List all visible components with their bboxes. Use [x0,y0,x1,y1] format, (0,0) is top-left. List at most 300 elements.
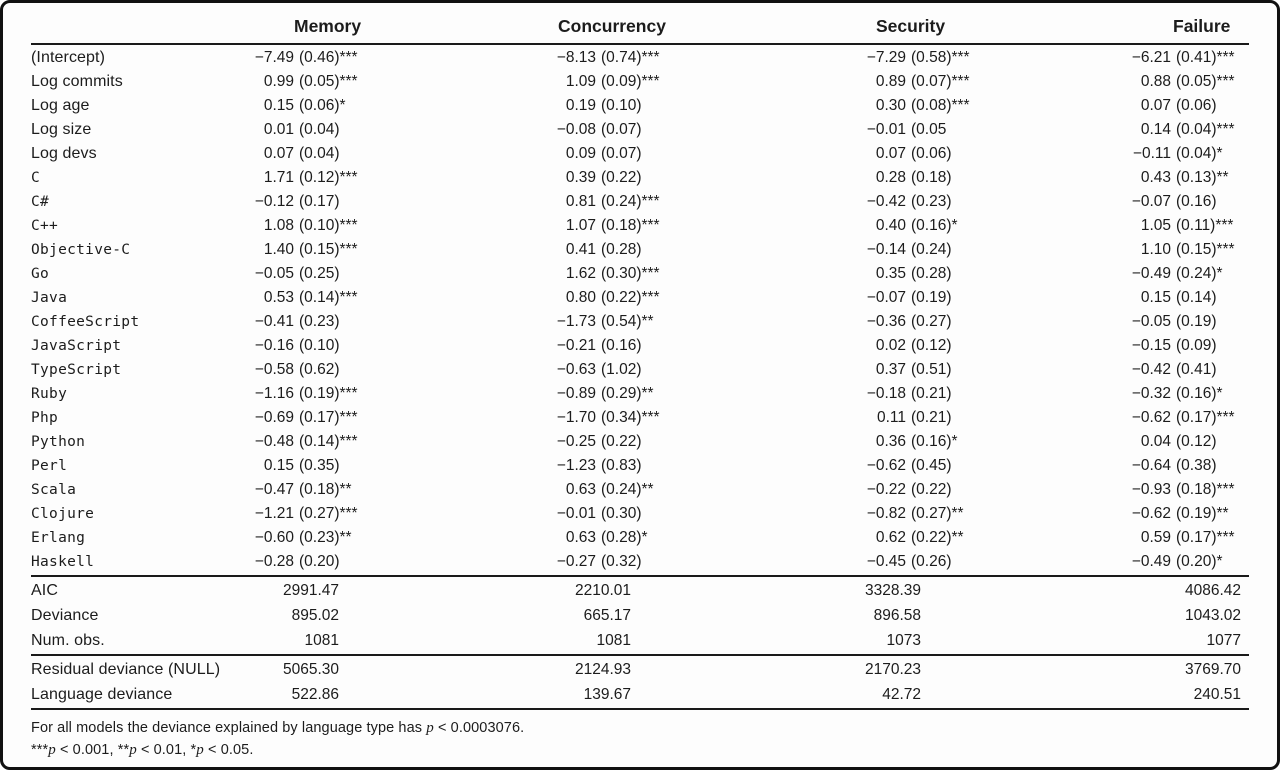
stderr-and-significance: (0.54)** [601,313,654,330]
stderr-and-significance: (0.16) [601,337,642,354]
row-label: C# [31,194,50,210]
value-cell [496,94,786,118]
value-cell [496,682,786,707]
coefficient-value: 0.15 [263,457,294,474]
table-row [31,358,1249,382]
value-cell [1056,550,1249,574]
header-rule [31,43,1249,45]
deviance-rule [31,654,1249,656]
coefficient-value: −0.62 [1131,505,1171,522]
value-cell [1056,70,1249,94]
stderr-and-significance: (0.06)* [299,97,346,114]
coefficient-value: −0.21 [556,337,596,354]
coefficient-value: 240.51 [1193,686,1241,703]
coefficient-value: −1.23 [556,457,596,474]
value-cell [786,358,1056,382]
coefficient-value: −0.01 [866,121,906,138]
row-label: Residual deviance (NULL) [31,661,221,678]
table-row [31,657,1249,682]
coefficient-value: 1043.02 [1184,607,1241,624]
value-cell [496,334,786,358]
value-cell [786,310,1056,334]
stderr-and-significance: (0.17)*** [1176,409,1235,426]
coefficient-value: 0.63 [565,481,596,498]
value-cell [1056,238,1249,262]
row-label: Log commits [31,73,123,90]
stderr-and-significance: (0.07) [601,145,642,162]
coefficient-value: −0.22 [866,481,906,498]
coefficient-value: 42.72 [882,686,921,703]
coefficient-value: 0.80 [565,289,596,306]
value-cell [244,118,496,142]
coefficient-value: 4086.42 [1184,582,1241,599]
coefficient-value: 0.40 [875,217,906,234]
value-cell [786,478,1056,502]
stderr-and-significance: (0.20)* [1176,553,1223,570]
stderr-and-significance: (0.29)** [601,385,654,402]
stderr-and-significance: (0.05 [911,121,947,138]
value-cell [786,262,1056,286]
coefficient-value: −6.21 [1131,49,1171,66]
stderr-and-significance: (0.05)*** [1176,73,1235,90]
row-label: Log devs [31,145,97,162]
value-cell [1056,358,1249,382]
value-cell [786,214,1056,238]
row-label: (Intercept) [31,49,106,66]
value-cell [786,502,1056,526]
stderr-and-significance: (0.17)*** [299,409,358,426]
column-header-failure: Failure [1173,16,1231,36]
value-cell [1056,430,1249,454]
coefficient-value: −7.49 [254,49,294,66]
coefficient-value: 0.14 [1140,121,1171,138]
value-cell [244,238,496,262]
value-cell [244,334,496,358]
table-row [31,118,1249,142]
coefficient-value: −0.82 [866,505,906,522]
coefficient-value: 1.10 [1140,241,1171,258]
row-label: Haskell [31,554,95,570]
coefficient-value: 1.71 [263,169,294,186]
value-cell [244,166,496,190]
coefficient-value: 3769.70 [1184,661,1241,678]
value-cell [496,262,786,286]
coefficient-value: 0.53 [263,289,294,306]
stderr-and-significance: (0.18) [911,169,952,186]
stderr-and-significance: (0.15)*** [299,241,358,258]
coefficient-value: 0.88 [1140,73,1171,90]
coefficient-value: −0.25 [556,433,596,450]
stderr-and-significance: (0.34)*** [601,409,660,426]
coefficient-value: 1073 [886,632,921,649]
stderr-and-significance: (0.09) [1176,337,1217,354]
value-cell [1056,190,1249,214]
value-cell [496,190,786,214]
stderr-and-significance: (0.15)*** [1176,241,1235,258]
row-label: AIC [31,582,58,599]
value-cell [1056,94,1249,118]
value-cell [496,578,786,603]
value-cell [496,550,786,574]
value-cell [786,382,1056,406]
coefficient-value: −0.01 [556,505,596,522]
stderr-and-significance: (0.22) [601,169,642,186]
coefficient-value: 3328.39 [864,582,921,599]
value-cell [1056,382,1249,406]
coefficient-value: −0.05 [1131,313,1171,330]
value-cell [496,46,786,70]
stderr-and-significance: (0.20) [299,553,340,570]
coefficient-value: 0.01 [263,121,294,138]
coefficient-value: −7.29 [866,49,906,66]
table-row [31,628,1249,653]
footnotes [31,711,1249,761]
coefficient-value: −0.12 [254,193,294,210]
table-row [31,262,1249,286]
stderr-and-significance: (0.22)*** [601,289,660,306]
stderr-and-significance: (0.14)*** [299,433,358,450]
row-label: Php [31,410,59,426]
value-cell [244,406,496,430]
coefficient-value: −0.64 [1131,457,1171,474]
value-cell [1056,578,1249,603]
value-cell [786,430,1056,454]
coefficient-value: −0.47 [254,481,294,498]
stderr-and-significance: (0.35) [299,457,340,474]
stderr-and-significance: (0.13)** [1176,169,1229,186]
stderr-and-significance: (0.27)** [911,505,964,522]
stderr-and-significance: (0.10) [299,337,340,354]
value-cell [786,118,1056,142]
stderr-and-significance: (1.02) [601,361,642,378]
stderr-and-significance: (0.46)*** [299,49,358,66]
stderr-and-significance: (0.09)*** [601,73,660,90]
value-cell [244,682,496,707]
value-cell [786,142,1056,166]
footnote-rule [31,708,1249,710]
coefficient-value: 0.15 [1140,289,1171,306]
stderr-and-significance: (0.26) [911,553,952,570]
table-row [31,550,1249,574]
stderr-and-significance: (0.06) [911,145,952,162]
stderr-and-significance: (0.24)** [601,481,654,498]
stderr-and-significance: (0.16)* [1176,385,1223,402]
value-cell [244,310,496,334]
stderr-and-significance: (0.17) [299,193,340,210]
value-cell [244,657,496,682]
value-cell [244,382,496,406]
row-label: Log age [31,97,90,114]
value-cell [1056,142,1249,166]
coefficient-value: 0.15 [263,97,294,114]
value-cell [1056,406,1249,430]
stderr-and-significance: (0.41) [1176,361,1217,378]
value-cell [1056,334,1249,358]
stderr-and-significance: (0.83) [601,457,642,474]
table-row [31,142,1249,166]
coefficient-section [31,46,1249,574]
stderr-and-significance: (0.04) [299,145,340,162]
stderr-and-significance: (0.08)*** [911,97,970,114]
coefficient-value: 5065.30 [282,661,339,678]
row-label: Scala [31,482,77,498]
table-row [31,382,1249,406]
coefficient-value: −0.69 [254,409,294,426]
value-cell [1056,286,1249,310]
value-cell [244,430,496,454]
table-row [31,310,1249,334]
value-cell [786,628,1056,653]
coefficient-value: 0.41 [565,241,596,258]
stderr-and-significance: (0.38) [1176,457,1217,474]
coefficient-value: −0.14 [866,241,906,258]
coefficient-value: 0.62 [875,529,906,546]
stderr-and-significance: (0.51) [911,361,952,378]
table-row [31,406,1249,430]
table-row [31,286,1249,310]
coefficient-value: −0.41 [254,313,294,330]
value-cell [244,502,496,526]
stderr-and-significance: (0.22)** [911,529,964,546]
coefficient-value: −8.13 [556,49,596,66]
coefficient-value: −0.28 [254,553,294,570]
coefficient-value: −0.62 [866,457,906,474]
value-cell [786,190,1056,214]
stderr-and-significance: (0.22) [601,433,642,450]
stderr-and-significance: (0.19)** [1176,505,1229,522]
stderr-and-significance: (0.12)*** [299,169,358,186]
value-cell [1056,454,1249,478]
value-cell [496,70,786,94]
value-cell [786,70,1056,94]
value-cell [786,550,1056,574]
value-cell [244,94,496,118]
coefficient-value: 0.37 [875,361,906,378]
row-label: Log size [31,121,92,138]
stderr-and-significance: (0.58)*** [911,49,970,66]
stderr-and-significance: (0.12) [1176,433,1217,450]
value-cell [496,214,786,238]
column-header-concurrency: Concurrency [558,16,666,36]
stderr-and-significance: (0.18)** [299,481,352,498]
row-label: Clojure [31,506,95,522]
coefficient-value: −0.62 [1131,409,1171,426]
value-cell [1056,214,1249,238]
value-cell [1056,166,1249,190]
value-cell [1056,682,1249,707]
coefficient-value: 0.30 [875,97,906,114]
coefficient-value: 1081 [304,632,339,649]
row-label: Perl [31,458,68,474]
row-label: Java [31,290,68,306]
table-row [31,502,1249,526]
row-label: Erlang [31,530,86,546]
coefficient-value: 0.35 [875,265,906,282]
row-label: Deviance [31,607,99,624]
coefficient-value: 0.99 [263,73,294,90]
value-cell [1056,628,1249,653]
stderr-and-significance: (0.19) [911,289,952,306]
coefficient-value: 665.17 [583,607,631,624]
coefficient-value: 1.62 [565,265,596,282]
stderr-and-significance: (0.10)*** [299,217,358,234]
value-cell [244,578,496,603]
coefficient-value: 0.19 [565,97,596,114]
row-label: CoffeeScript [31,314,140,330]
coefficient-value: −0.16 [254,337,294,354]
value-cell [786,578,1056,603]
coefficient-value: −1.73 [556,313,596,330]
value-cell [496,603,786,628]
table-row [31,430,1249,454]
value-cell [1056,118,1249,142]
stderr-and-significance: (0.32) [601,553,642,570]
stderr-and-significance: (0.10) [601,97,642,114]
value-cell [786,166,1056,190]
coefficient-value: −0.36 [866,313,906,330]
value-cell [1056,657,1249,682]
coefficient-value: −0.42 [866,193,906,210]
coefficient-value: 0.07 [1140,97,1171,114]
coefficient-value: 522.86 [291,686,339,703]
coefficient-value: 1.40 [263,241,294,258]
stderr-and-significance: (0.24)*** [601,193,660,210]
coefficient-value: −0.60 [254,529,294,546]
value-cell [244,190,496,214]
value-cell [244,262,496,286]
value-cell [496,382,786,406]
table-row [31,94,1249,118]
coefficient-value: 0.43 [1140,169,1171,186]
table-row [31,238,1249,262]
header-row [31,11,1249,42]
stderr-and-significance: (0.17)*** [1176,529,1235,546]
stderr-and-significance: (0.30)*** [601,265,660,282]
value-cell [786,657,1056,682]
value-cell [496,142,786,166]
coefficient-value: 0.04 [1140,433,1171,450]
value-cell [496,657,786,682]
coefficient-value: −0.07 [866,289,906,306]
coefficient-value: 1077 [1206,632,1241,649]
coefficient-value: 0.39 [565,169,596,186]
value-cell [1056,526,1249,550]
summary-rule [31,575,1249,577]
value-cell [786,286,1056,310]
coefficient-value: 139.67 [583,686,631,703]
coefficient-value: −0.32 [1131,385,1171,402]
value-cell [496,502,786,526]
row-label: Go [31,266,50,282]
coefficient-value: −0.18 [866,385,906,402]
value-cell [496,118,786,142]
stderr-and-significance: (0.62) [299,361,340,378]
row-label: Num. obs. [31,632,105,649]
coefficient-value: −0.48 [254,433,294,450]
table-row [31,526,1249,550]
coefficient-value: −0.63 [556,361,596,378]
footnote-significance-legend: ***p < 0.001, **p < 0.01, *p < 0.05. [31,742,254,758]
stderr-and-significance: (0.19) [1176,313,1217,330]
value-cell [496,286,786,310]
table-row [31,334,1249,358]
value-cell [1056,46,1249,70]
coefficient-value: 1081 [596,632,631,649]
stderr-and-significance: (0.74)*** [601,49,660,66]
coefficient-value: −0.11 [1132,145,1171,162]
value-cell [244,70,496,94]
coefficient-value: 0.02 [875,337,906,354]
coefficient-value: 2991.47 [282,582,339,599]
table-row [31,682,1249,707]
value-cell [496,628,786,653]
coefficient-value: −1.16 [254,385,294,402]
stderr-and-significance: (0.23)** [299,529,352,546]
table-row [31,166,1249,190]
coefficient-value: 2170.23 [864,661,921,678]
stderr-and-significance: (0.16)* [911,433,958,450]
column-header-memory: Memory [294,16,362,36]
stderr-and-significance: (0.12) [911,337,952,354]
value-cell [244,358,496,382]
value-cell [786,454,1056,478]
value-cell [786,682,1056,707]
value-cell [1056,310,1249,334]
stderr-and-significance: (0.21) [911,385,952,402]
stderr-and-significance: (0.07)*** [911,73,970,90]
row-label: Objective-C [31,242,131,258]
stderr-and-significance: (0.04)* [1176,145,1223,162]
value-cell [496,454,786,478]
coefficient-value: 1.05 [1140,217,1171,234]
coefficient-value: 0.59 [1140,529,1171,546]
value-cell [244,550,496,574]
coefficient-value: −0.07 [1131,193,1171,210]
value-cell [244,526,496,550]
value-cell [786,526,1056,550]
table-row [31,578,1249,603]
stderr-and-significance: (0.05)*** [299,73,358,90]
coefficient-value: −0.49 [1131,553,1171,570]
row-label: Ruby [31,386,68,402]
value-cell [496,358,786,382]
value-cell [496,238,786,262]
coefficient-value: 0.07 [263,145,294,162]
value-cell [244,214,496,238]
value-cell [1056,478,1249,502]
footnote-deviance-pvalue: For all models the deviance explained by language type has p < 0.0003076. [31,720,525,736]
coefficient-value: 1.07 [565,217,596,234]
stderr-and-significance: (0.22) [911,481,952,498]
coefficient-value: 2124.93 [574,661,631,678]
coefficient-value: −1.21 [254,505,294,522]
value-cell [496,406,786,430]
coefficient-value: 0.11 [876,409,906,426]
stderr-and-significance: (0.41)*** [1176,49,1235,66]
coefficient-value: −0.08 [556,121,596,138]
coefficient-value: 0.81 [565,193,596,210]
deviance-section [31,657,1249,707]
value-cell [244,603,496,628]
coefficient-value: 1.08 [263,217,294,234]
table-row [31,454,1249,478]
row-label: TypeScript [31,362,122,378]
stderr-and-significance: (0.28) [911,265,952,282]
coefficient-value: 0.89 [875,73,906,90]
coefficient-value: 0.28 [875,169,906,186]
stderr-and-significance: (0.23) [299,313,340,330]
value-cell [244,46,496,70]
